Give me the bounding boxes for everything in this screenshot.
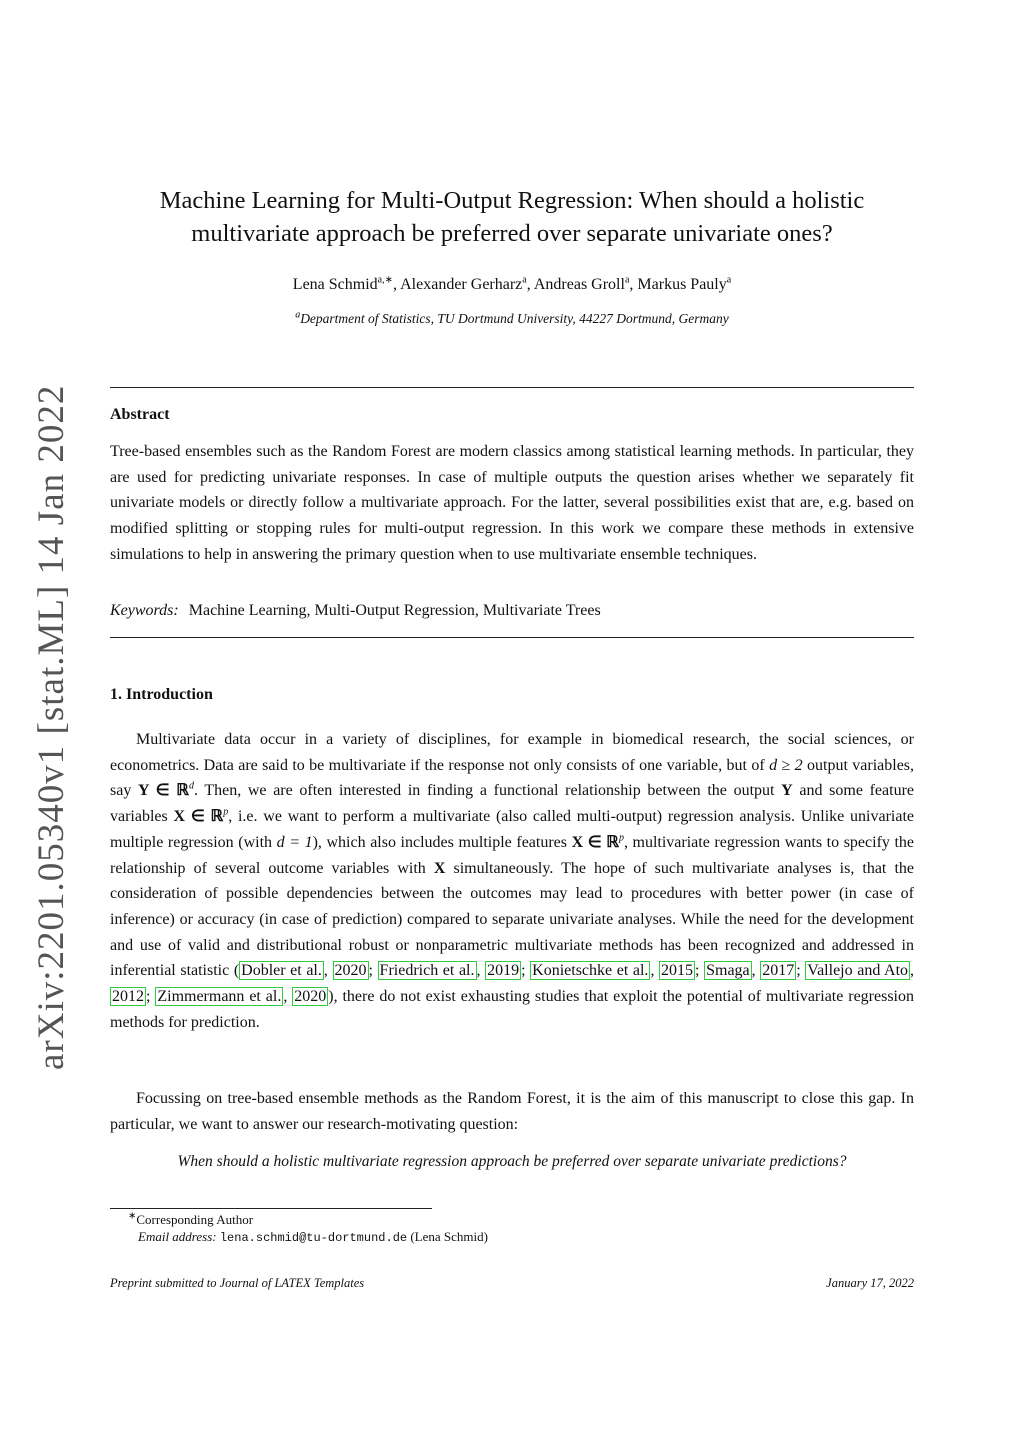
math-inline: X: [433, 859, 446, 877]
citation-link[interactable]: Vallejo and Ato: [807, 962, 909, 980]
author-affil-mark: a,∗: [377, 274, 393, 286]
math-inline: d ≥ 2: [769, 756, 803, 774]
footnote-mark: ∗: [128, 1210, 137, 1222]
citation-link[interactable]: Dobler et al.: [241, 962, 322, 980]
citation-link[interactable]: Zimmermann et al.: [157, 988, 282, 1006]
citation-link[interactable]: 2012: [112, 988, 144, 1006]
citation-link[interactable]: 2020: [294, 988, 327, 1006]
paper-title: [110, 184, 914, 250]
footnote-email-link[interactable]: lena.schmid@tu-dortmund.de: [219, 1231, 408, 1245]
intro-paragraph-2: Focussing on tree-based ensemble methods as the Random Forest, it is the aim of this manuscript to close this gap. In particular, we want to answer our research-motivating question:: [110, 1090, 914, 1133]
abstract-text: Tree-based ensembles such as the Random Forest are modern classics among statistical learning methods. In particular, they are used for predicting univariate responses. In case of multiple outputs the question arises whether we separately fit univariate models or directly follow a multivariate approach. For the latter, several possibilities exist that are, e.g. based on modified splitting or stopping rules for multi-output regression. In this work we compare these methods in extensive simulations to help in answering the primary question when to use multivariate ensemble techniques.: [110, 443, 914, 563]
abstract-bottom-rule: [110, 637, 914, 638]
math-inline: X ∈ ℝ: [173, 808, 224, 826]
citation-link[interactable]: 2015: [661, 962, 694, 980]
citation-link[interactable]: 2017: [762, 962, 795, 980]
footnote-rule: [110, 1208, 432, 1209]
citation-link[interactable]: 2020: [334, 962, 367, 980]
citation-link[interactable]: Smaga: [706, 962, 750, 980]
intro-paragraph-1: Multivariate data occur in a variety of disciplines, for example in biomedical research, the social sciences, or econometrics. Data are said to be multivariate if the response not only consists of one variable, but of d ≥ 2 output variables, say Y ∈ ℝ$^d$. Then, we are often interested in finding a functional relationship between the output Y and some feature variables X ∈ ℝ$^p$, i.e. we want to perform a multivariate (also called multi-output) regression analysis. Unlike univariate multiple regression (with d = 1), which also includes multiple features X ∈ ℝ$^p$, multivariate regression wants to specify the relationship of several outcome variables with X simultaneously. The hope of such multivariate analyses is, that the consideration of possible dependencies between the outcomes may lead to procedures with better power (in case of inference) or accuracy (in case of prediction) compared to separate univariate analyses. While the need for the development and use of valid and distributional robust or nonparametric multivariate methods has been recognized and addressed in inferential statistic ( Dobler et al. , 2020 ; Friedrich et al. , 2019 ; Konietschke et al. , 2015 ; Smaga , 2017 ; Vallejo and Ato , 2012 ; Zimmermann et al. , 2020 ), there do not exist exhausting studies that exploit the potential of multivariate regression methods for prediction.: [110, 731, 915, 1031]
author-list: Lena Schmid$^{a,∗}$, Alexander Gerharz$^a$, Andreas Groll$^a$, Markus Pauly$^a$: [292, 274, 732, 293]
footnote-email-name: (Lena Schmid): [410, 1229, 488, 1244]
math-inline: Y ∈ ℝ: [138, 782, 189, 800]
affiliation-text: Department of Statistics, TU Dortmund University, 44227 Dortmund, Germany: [300, 311, 729, 326]
citation-link[interactable]: Friedrich et al.: [379, 962, 475, 980]
math-inline: d = 1: [276, 833, 313, 851]
citation-link[interactable]: 2019: [487, 962, 520, 980]
affiliation-mark: a: [295, 309, 301, 321]
math-inline: Y: [781, 782, 793, 800]
footnote-corresponding: Corresponding Author: [136, 1212, 254, 1227]
author-name: Alexander Gerharz: [400, 276, 523, 293]
keywords-label: Keywords:: [110, 602, 179, 619]
preprint-note: Preprint submitted to Journal of LATEX Templates: [110, 1276, 365, 1290]
author-affil-mark: a: [624, 274, 630, 286]
math-inline: X ∈ ℝ: [571, 833, 619, 851]
title-line-2: multivariate approach be preferred over separate univariate ones?: [191, 220, 833, 247]
author-name: Markus Pauly: [637, 276, 727, 293]
author-name: Andreas Groll: [533, 276, 625, 293]
arxiv-identifier-stamp: arXiv:2201.05340v1 [stat.ML] 14 Jan 2022: [31, 384, 72, 1070]
keywords-line: [110, 602, 601, 620]
research-question: When should a holistic multivariate regression approach be preferred over separate univariate predictions?: [177, 1153, 847, 1170]
abstract-heading: Abstract: [110, 406, 170, 423]
section-heading-introduction: 1. Introduction: [110, 686, 213, 703]
abstract-top-rule: [110, 387, 914, 388]
citation-link[interactable]: Konietschke et al.: [532, 962, 649, 980]
author-name: Lena Schmid: [292, 276, 378, 293]
preprint-date: January 17, 2022: [826, 1276, 914, 1290]
author-affil-mark: a: [726, 274, 732, 286]
footnote-email-label: Email address:: [138, 1229, 217, 1244]
affiliation: [110, 311, 914, 327]
keywords-text: Machine Learning, Multi-Output Regression, Multivariate Trees: [188, 602, 601, 619]
title-line-1: Machine Learning for Multi-Output Regression: When should a holistic: [159, 187, 865, 214]
footnote: [128, 1211, 488, 1247]
author-affil-mark: a: [522, 274, 527, 286]
